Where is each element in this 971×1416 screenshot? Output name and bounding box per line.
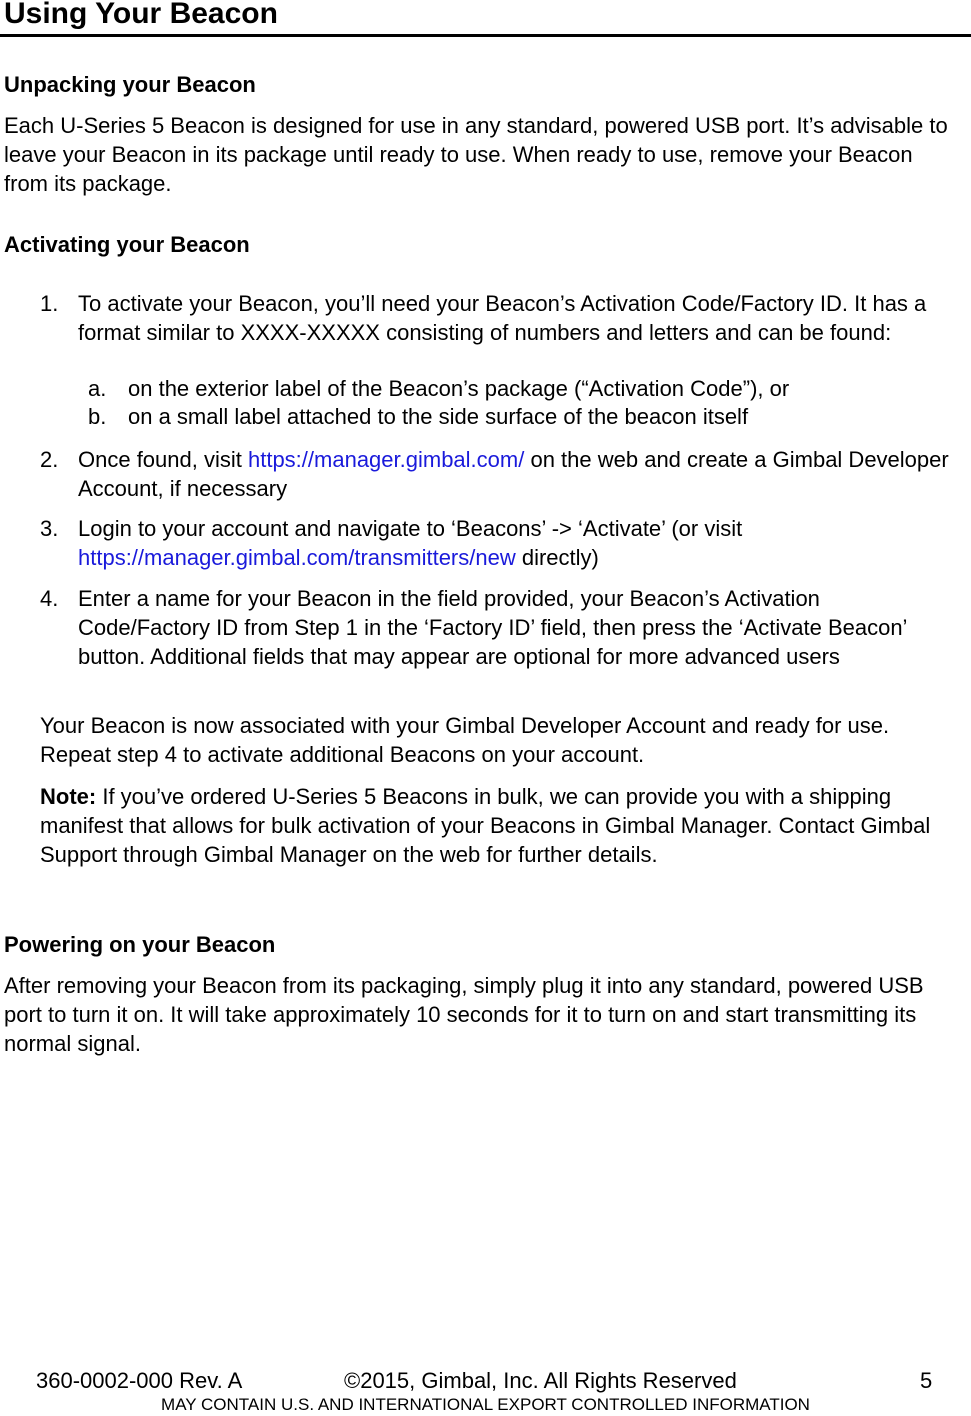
substep-text: on the exterior label of the Beacon’s package (“Activation Code”), or [128,376,790,401]
activating-heading: Activating your Beacon [4,232,250,257]
step-text [78,514,958,572]
step-number: 2. [40,447,59,472]
step-text [78,445,958,503]
step-text: To activate your Beacon, you’ll need your Beacon’s Activation Code/Factory ID. It has a format similar to XXXX-XXXXX consisting of numbers and letters and can be found: [78,291,927,345]
step-number: 1. [40,291,59,316]
substep-letter: a. [88,376,107,401]
page-number: 5 [920,1368,933,1393]
step-text-post: directly) [515,545,599,570]
doc-number: 360-0002-000 Rev. A [36,1368,243,1393]
note-label: Note: [40,784,97,809]
unpacking-body: Each U-Series 5 Beacon is designed for use in any standard, powered USB port. It’s advisable to leave your Beacon in its package until ready to use. When ready to use, remove your Beacon from its package. [4,113,948,196]
step-text-post: on the web and create a Gimbal Developer Account, if necessary [78,447,949,501]
step-number: 3. [40,516,59,541]
substep-a [88,374,928,403]
step-number: 4. [40,586,59,611]
page-title: Using Your Beacon [4,0,278,30]
transmitters-link[interactable]: https://manager.gimbal.com/transmitters/new [78,545,516,570]
substep-letter: b. [88,404,107,429]
step-text: Enter a name for your Beacon in the field provided, your Beacon’s Activation Code/Factory ID from Step 1 in the ‘Factory ID’ field, then press the ‘Activate Beacon’ button. Additional fields that may appear are optional for more advanced users [78,586,907,669]
copyright: ©2015, Gimbal, Inc. All Rights Reserved [344,1368,737,1393]
note-paragraph [40,782,960,869]
substep-text: on a small label attached to the side surface of the beacon itself [128,404,749,429]
title-divider [0,34,971,37]
unpacking-heading: Unpacking your Beacon [4,72,256,97]
powering-heading: Powering on your Beacon [4,932,276,957]
export-notice: MAY CONTAIN U.S. AND INTERNATIONAL EXPORT CONTROLLED INFORMATION [161,1395,810,1414]
associated-paragraph: Your Beacon is now associated with your Gimbal Developer Account and ready for use. Repeat step 4 to activate additional Beacons on your account. [40,713,890,767]
step-text-pre: Once found, visit [78,447,248,472]
manager-link[interactable]: https://manager.gimbal.com/ [247,447,525,472]
powering-body: After removing your Beacon from its packaging, simply plug it into any standard, powered USB port to turn it on. It will take approximately 10 seconds for it to turn on and start transmitting its normal signal. [4,973,924,1056]
step-text-pre: Login to your account and navigate to ‘Beacons’ -> ‘Activate’ (or visit [78,516,743,541]
substep-b [88,402,928,431]
note-text: If you’ve ordered U-Series 5 Beacons in bulk, we can provide you with a shipping manifest that allows for bulk activation of your Beacons in Gimbal Manager. Contact Gimbal Support through Gimbal Manager on the web for further details. [40,784,931,867]
